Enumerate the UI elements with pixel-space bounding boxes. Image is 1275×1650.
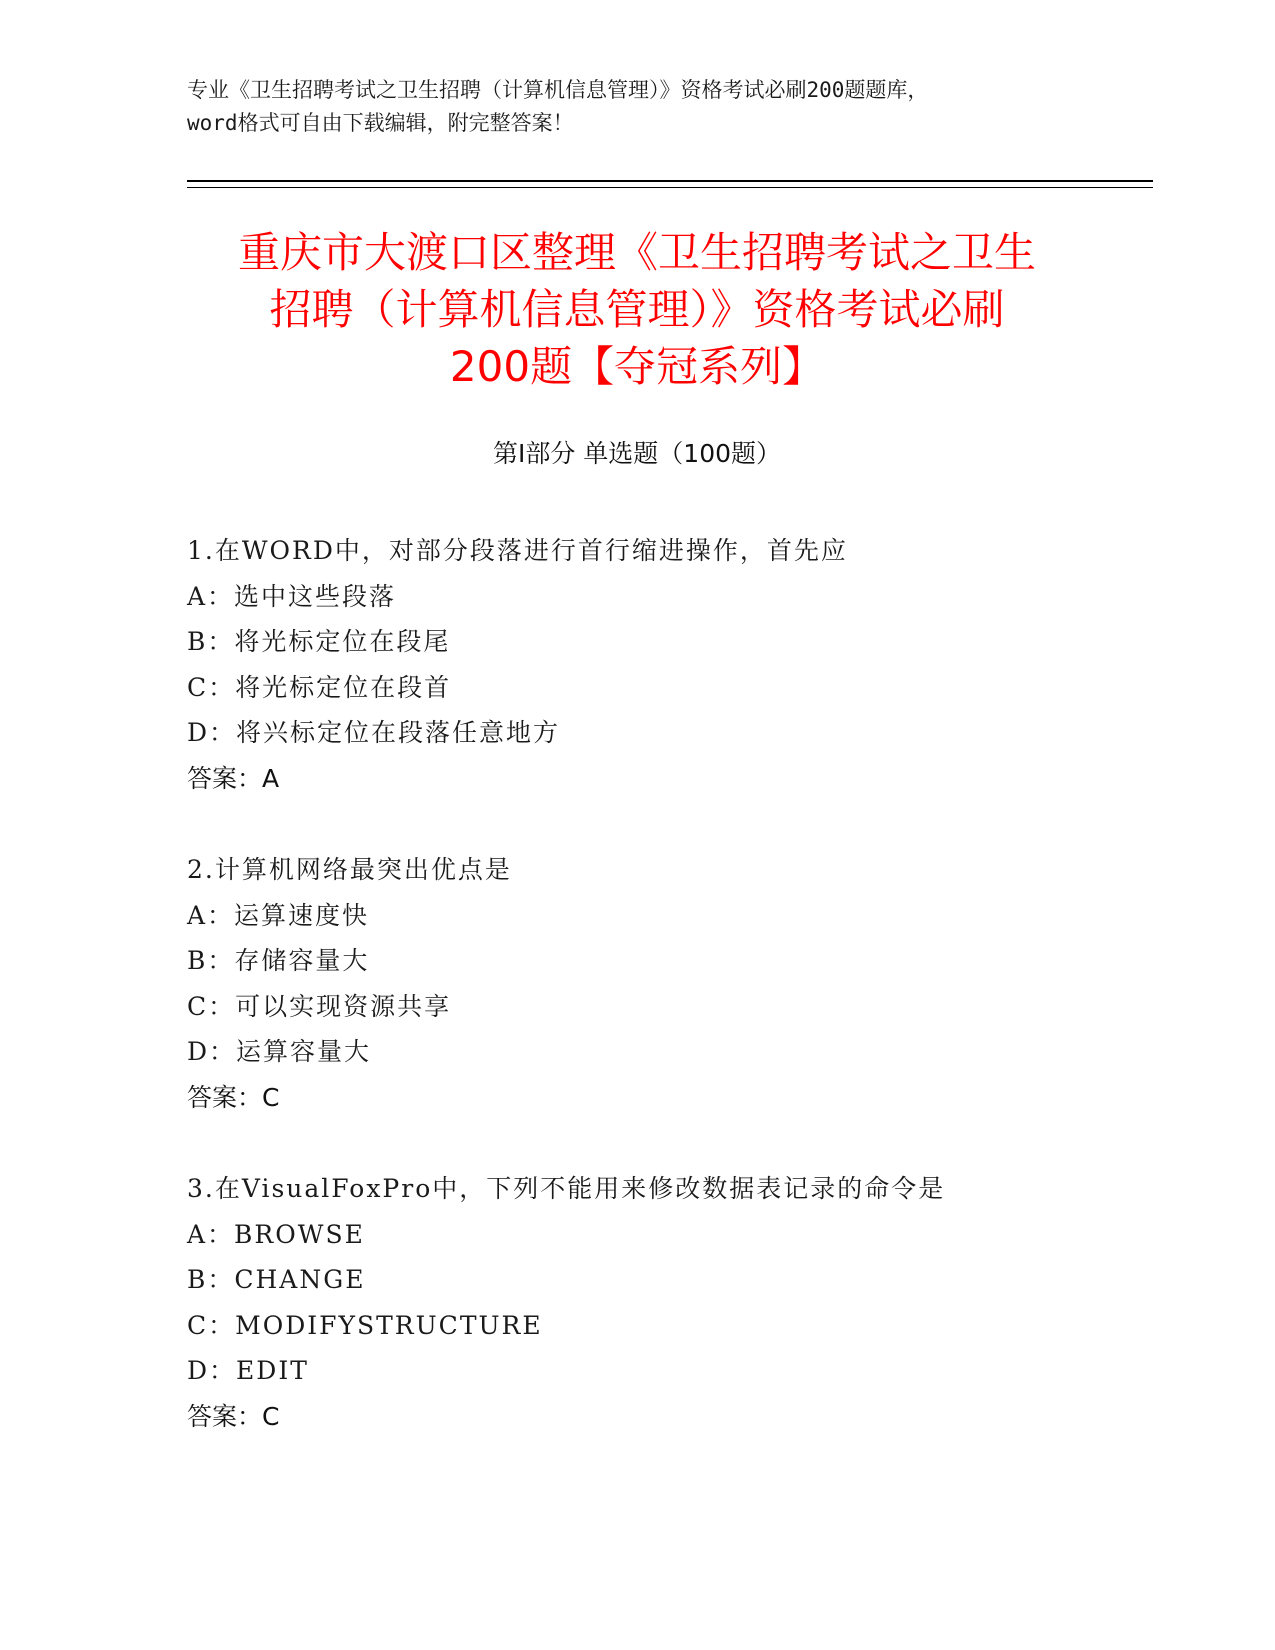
option-a: A：BROWSE [187, 1219, 365, 1249]
document-title-line: 招聘（计算机信息管理）》资格考试必刷 [269, 285, 1005, 334]
option-a: A：运算速度快 [187, 900, 370, 930]
answer: 答案：C [187, 1401, 280, 1431]
header-note-line: word格式可自由下载编辑，附完整答案！ [187, 111, 574, 135]
document-title-line: 重庆市大渡口区整理《卫生招聘考试之卫生 [237, 228, 1036, 277]
question-block [187, 528, 1107, 801]
header-note [187, 74, 1107, 140]
question-stem: 2.计算机网络最突出优点是 [187, 855, 512, 884]
question-block [187, 1166, 1107, 1439]
option-c: C：MODIFYSTRUCTURE [187, 1310, 543, 1340]
section-title: 第Ⅰ部分 单选题（100题） [492, 439, 782, 468]
answer: 答案：A [187, 763, 280, 793]
option-c: C：将光标定位在段首 [187, 672, 452, 702]
option-d: D：运算容量大 [187, 1037, 372, 1066]
question-stem: 3.在VisualFoxPro中，下列不能用来修改数据表记录的命令是 [187, 1174, 946, 1203]
header-divider-thick [187, 180, 1153, 182]
option-b: B：存储容量大 [187, 946, 370, 975]
answer: 答案：C [187, 1082, 280, 1112]
question-block [187, 847, 1107, 1120]
option-d: D：EDIT [187, 1356, 309, 1385]
document-title-line: 200题【夺冠系列】 [449, 342, 825, 391]
document-title [187, 224, 1087, 395]
question-stem: 1.在WORD中，对部分段落进行首行缩进操作，首先应 [187, 536, 848, 565]
option-b: B：将光标定位在段尾 [187, 627, 451, 656]
option-b: B：CHANGE [187, 1265, 366, 1294]
header-note-line: 专业《卫生招聘考试之卫生招聘（计算机信息管理）》资格考试必刷200题题库， [187, 78, 929, 102]
option-a: A：选中这些段落 [187, 581, 397, 611]
option-c: C：可以实现资源共享 [187, 991, 452, 1021]
header-divider-thin [187, 187, 1153, 188]
option-d: D：将兴标定位在段落任意地方 [187, 718, 561, 747]
